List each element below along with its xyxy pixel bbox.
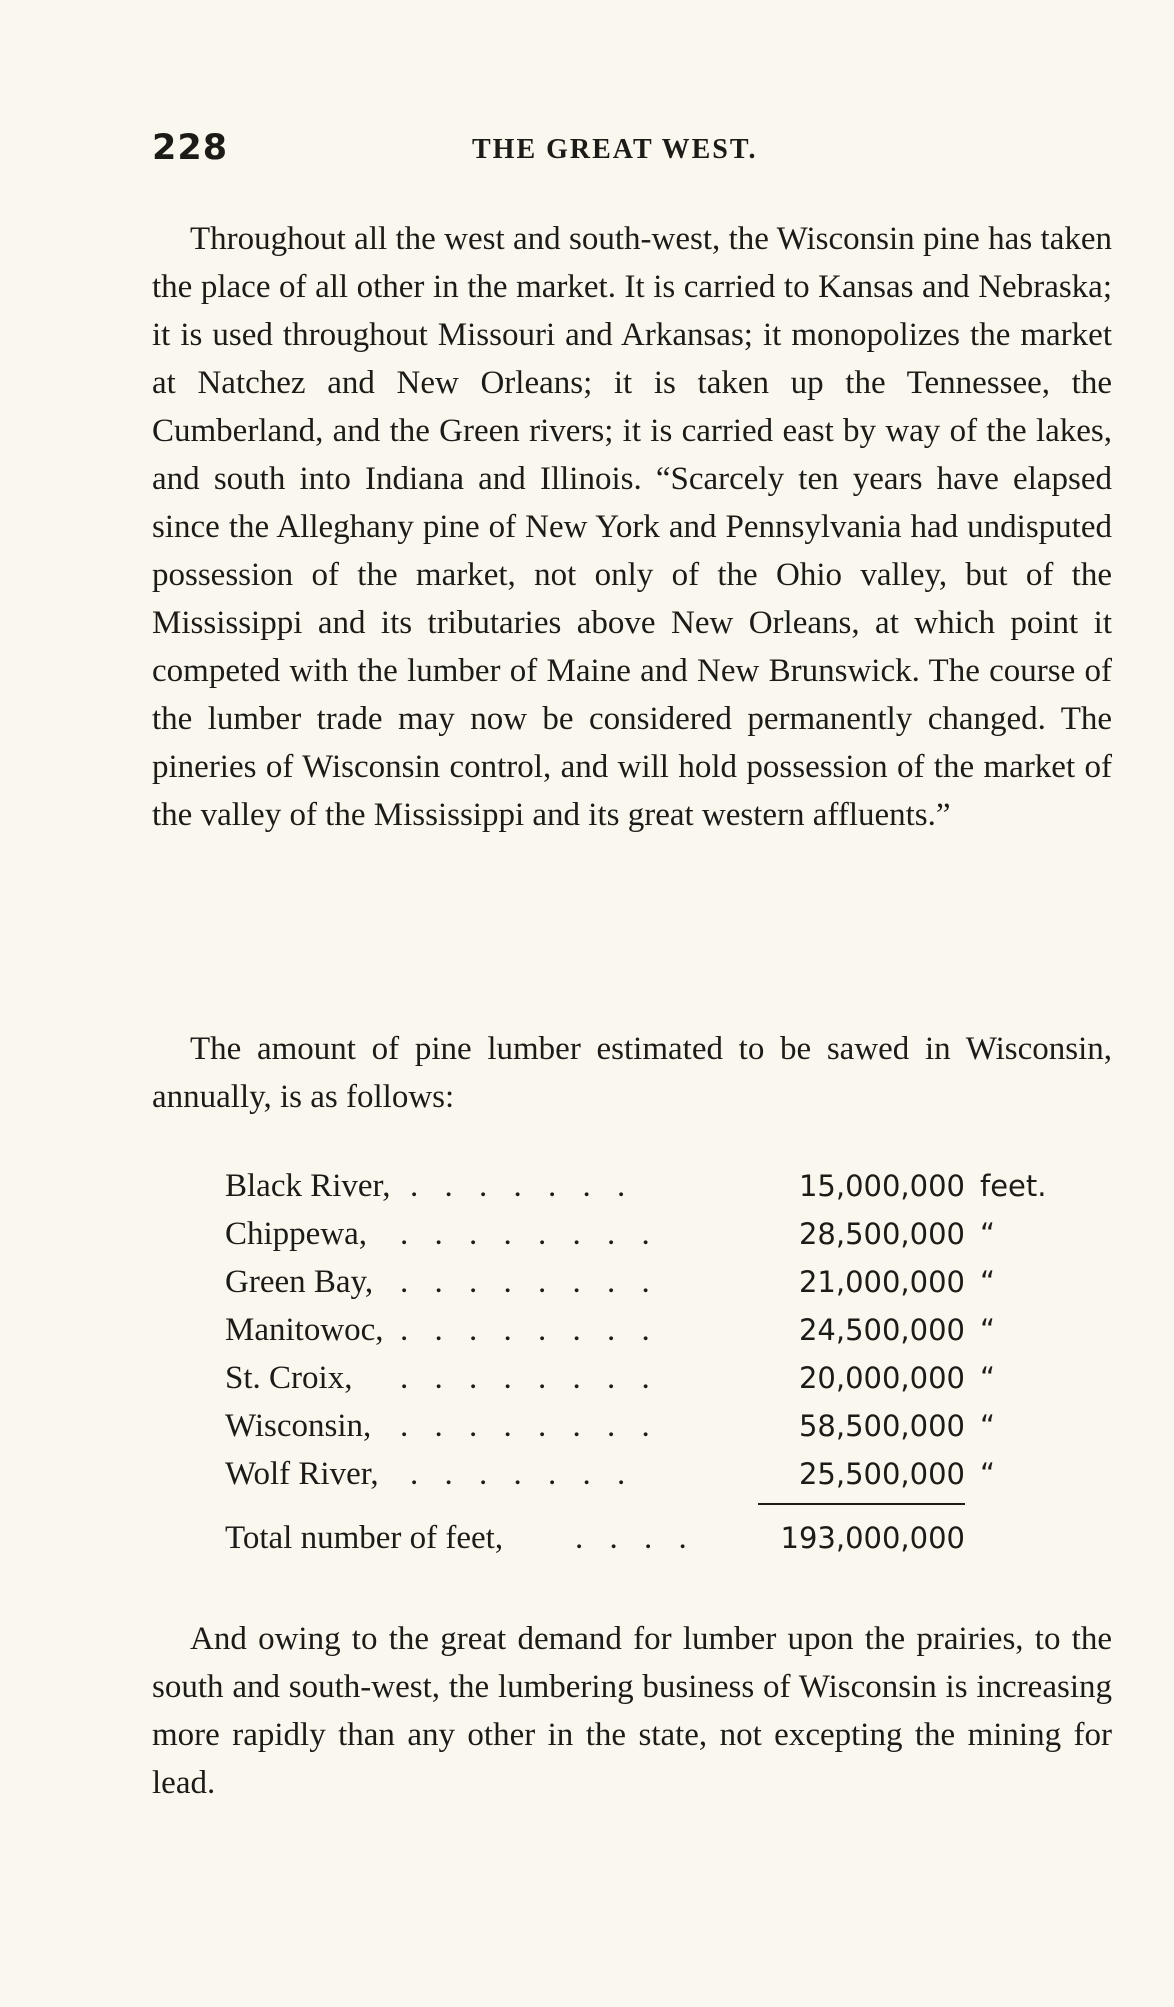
row-unit: feet. <box>980 1169 1047 1203</box>
leader-dots: . . . . . . . . <box>400 1216 659 1252</box>
row-amount: 28,500,000 <box>798 1217 965 1251</box>
table-row <box>225 1306 1085 1354</box>
table-row <box>225 1210 1085 1258</box>
total-row <box>225 1514 1085 1562</box>
row-river-name: Black River, <box>225 1168 391 1204</box>
row-amount: 24,500,000 <box>798 1313 965 1347</box>
paragraph-estimate-intro <box>152 1025 1112 1121</box>
table-row <box>225 1450 1085 1498</box>
row-unit: “ <box>980 1217 996 1251</box>
row-river-name: St. Croix, <box>225 1360 353 1396</box>
leader-dots: . . . . <box>575 1520 696 1556</box>
row-amount: 15,000,000 <box>798 1169 965 1203</box>
lumber-table <box>225 1162 1085 1556</box>
leader-dots: . . . . . . . . <box>400 1408 659 1444</box>
running-head <box>152 128 1112 178</box>
row-amount: 58,500,000 <box>798 1409 965 1443</box>
row-unit: “ <box>980 1409 996 1443</box>
running-title: THE GREAT WEST. <box>472 134 758 165</box>
page-number: 228 <box>152 128 229 168</box>
row-amount: 25,500,000 <box>798 1457 965 1491</box>
row-unit: “ <box>980 1457 996 1491</box>
row-unit: “ <box>980 1361 996 1395</box>
leader-dots: . . . . . . . . <box>400 1312 659 1348</box>
table-row <box>225 1258 1085 1306</box>
row-river-name: Manitowoc, <box>225 1312 384 1348</box>
table-row <box>225 1402 1085 1450</box>
row-unit: “ <box>980 1265 996 1299</box>
leader-dots: . . . . . . . . <box>400 1264 659 1300</box>
paragraph-text: Throughout all the west and south-west, the Wisconsin pine has taken the place of all other in the market. It is carried to Kansas and Nebraska; it is used throughout Missouri and Arkansas; it monopolizes the market at Natchez and New Orleans; it is taken up the Tennessee, the Cumberland, and the Green rivers; it is carried east by way of the lakes, and south into Indiana and Illinois. “Scarcely ten years have elapsed since the Alleghany pine of New York and Pennsylvania had undisputed possession of the market, not only of the Ohio valley, but of the Mississippi and its tributaries above New Orleans, at which point it competed with the lumber of Maine and New Brunswick. The course of the lumber trade may now be considered permanently changed. The pineries of Wisconsin control, and will hold possession of the market of the valley of the Mississippi and its great western affluents.” <box>152 221 1112 833</box>
paragraph-text: And owing to the great demand for lumber upon the prairies, to the south and south-west, the lumbering business of Wisconsin is increasing more rapidly than any other in the state, not excepting the mining for lead. <box>152 1621 1112 1801</box>
total-divider <box>758 1503 965 1505</box>
table-row <box>225 1354 1085 1402</box>
row-river-name: Wolf River, <box>225 1456 379 1492</box>
row-amount: 20,000,000 <box>798 1361 965 1395</box>
row-river-name: Wisconsin, <box>225 1408 372 1444</box>
row-river-name: Chippewa, <box>225 1216 368 1252</box>
paragraph-lumber-demand <box>152 1615 1112 1807</box>
leader-dots: . . . . . . . <box>410 1456 635 1492</box>
leader-dots: . . . . . . . . <box>400 1360 659 1396</box>
total-amount: 193,000,000 <box>780 1521 965 1555</box>
leader-dots: . . . . . . . <box>410 1168 635 1204</box>
row-amount: 21,000,000 <box>798 1265 965 1299</box>
total-label: Total number of feet, <box>225 1520 504 1556</box>
paragraph-lumber-market <box>152 215 1112 839</box>
row-river-name: Green Bay, <box>225 1264 374 1300</box>
paragraph-text: The amount of pine lumber estimated to be sawed in Wisconsin, annually, is as follows: <box>152 1031 1112 1115</box>
row-unit: “ <box>980 1313 996 1347</box>
table-row <box>225 1162 1085 1210</box>
